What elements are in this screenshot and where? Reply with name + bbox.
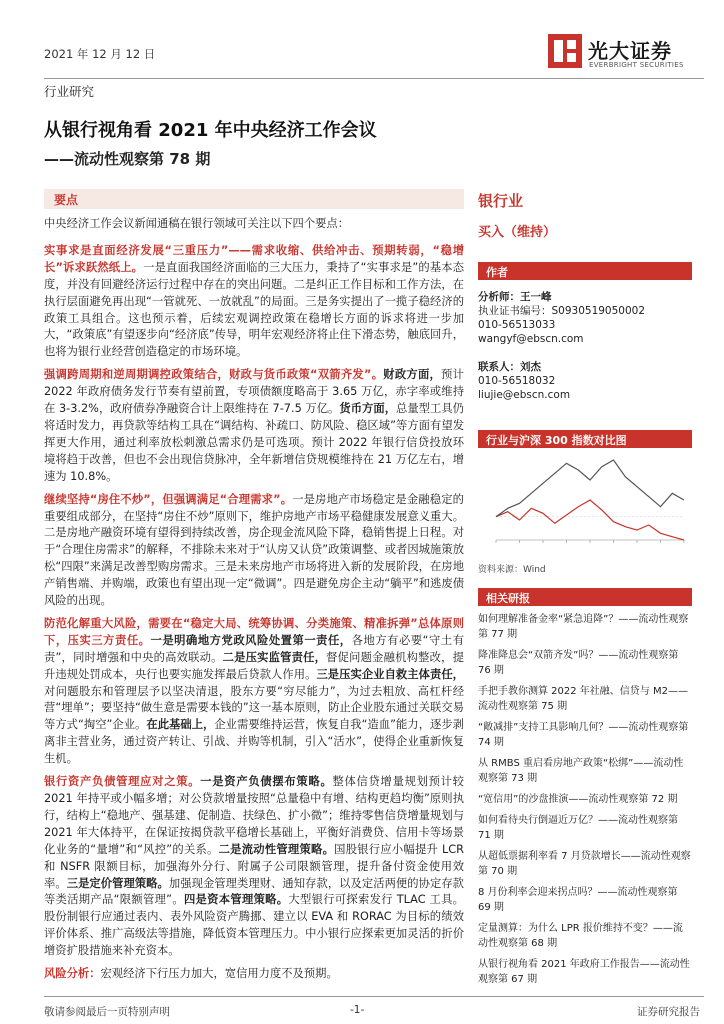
paragraph [44,966,464,983]
analyst-cert: 执业证书编号：S0930519050002 [478,305,646,317]
paragraph-emph: 三是定价管理策略。 [66,876,169,890]
paragraph-body: 企业需要维持运营，恢复自我“造血”能力，逐步剥离非主营业务，通过资产转让、引战、并购等机制，引入“活水”，使得企业重新恢复生机。 [44,718,464,766]
paragraph-body: 大型银行可探索发行 TLAC 工具。股份制银行应通过表内、表外风险资产腾挪、建立以 EVA 和 RORAC 为目标的绩效评价体系、推广高级法等措施，降低资本管理压力。中小银行应探索更加灵活的折价增资扩股措施来补充资本。 [44,893,464,958]
header-date: 2021 年 12 月 12 日 [44,47,156,61]
paragraph-body: 督促问题金融机构整改，提升违规处罚成本，央行也要实施发挥最后贷款人作用。 [44,650,464,681]
paragraph-body: 整体信贷增量规划预计较 2021 年持平或小幅多增；对公贷款增量按照“总量稳中有增、结构更趋均衡”原则执行，结构上“稳地产、强基建、促制造、扶绿色、扩小微”；维持零售信贷增量规划与 2021 年大体持平，在保证按揭贷款平稳增长基础上，平衡好消费贷、信用卡等场景化业务的“量增”和“风控”的关系。 [44,775,464,856]
header-divider [44,78,704,79]
footer-disclaimer[interactable]: 敬请参阅最后一页特别声明 [44,1006,170,1018]
related-report-link[interactable]: 从超低票据利率看 7 月贷款增长——流动性观察第 70 期 [478,851,691,877]
index-comparison-chart [478,452,692,562]
related-reports-list [478,612,692,993]
brand-name: 光大证券 [588,39,672,63]
paragraph [44,616,464,768]
paragraph-body: 一是直面我国经济面临的三大压力，秉持了“实事求是”的基本态度，并没有回避经济运行过程中存在的突出问题。二是纠正工作目标和工作方法，在执行层面避免再出现“一管就死、一放就乱”的局面。三是务实提出了一揽子稳经济的政策工具组合。这也预示着，后续宏观调控政策在稳增长方面的诉求将进一步加大，“政策底”有望逐步向“经济底”传导，明年宏观经济将止住下滑态势，触底回升，也将为银行业经营创造稳定的市场环境。 [44,260,464,359]
analyst-name: 分析师：王一峰 [478,291,552,303]
paragraph [44,774,464,960]
contact-name: 联系人：刘杰 [478,361,541,373]
related-report-link[interactable]: 如何看待央行倒逼近万亿？——流动性观察第 71 期 [478,815,678,841]
chart-header: 行业与沪深 300 指数对比图 [478,430,692,448]
paragraph-lead: 强调跨周期和逆周期调控政策结合，财政与货币政策“双箭齐发”。 [44,368,384,382]
related-report-link[interactable]: 8 月份利率会迎来拐点吗？——流动性观察第 69 期 [478,887,678,913]
section-header-keypoints [44,189,464,209]
paragraph-lead: 继续坚持“房住不炒”，但强调满足“合理需求”。 [44,492,293,506]
author-info [478,290,645,402]
paragraph-lead: 风险分析： [44,967,101,981]
related-report-link[interactable]: “宽信用”的沙盘推演——流动性观察第 72 期 [478,794,678,805]
report-category: 行业研究 [44,84,95,99]
paragraph-emph: 货币方面， [339,402,397,416]
chart-series-line-0 [496,500,684,540]
intro-text: 中央经济工作会议新闻通稿在银行领域可关注以下四个要点： [44,217,350,230]
paragraph-emph: 三是压实企业自救主体责任， [316,667,464,681]
paragraph-body: 加强现金管理类理财、通知存款，以及定活两便的协定存款等类活期产品“限额管理”。 [44,876,464,907]
paragraph [44,492,464,610]
report-subtitle: ——流动性观察第 78 期 [44,150,211,168]
paragraph-body: 一是房地产市场稳定是金融稳定的重要组成部分，在坚持“房住不炒”原则下，维护房地产市场平稳健康发展意义重大。二是房地产融资环境有望得到持续改善，房企现金流风险下降，稳销售提上日程。对于“合理住房需求”的解释，不排除未来对于“认房又认贷”政策调整、或者因城施策放松“四限”来满足改善型购房需求。三是未来房地产市场将进入新的发展阶段，在房地产销售端、并购端，政策也有望出现一定“微调”。四是避免房企主动“躺平”和逃废债风险的出现。 [44,492,464,608]
paragraph-lead: 银行资产负债管理应对之策。 [44,775,201,789]
analyst-phone: 010-56513033 [478,319,556,331]
related-report-link[interactable]: 从 RMBS 重启看房地产政策“松绑”——流动性观察第 73 期 [478,758,684,784]
paragraph-emph: 一是资产负债摆布策略。 [200,775,333,789]
related-report-link[interactable]: 降准降息会“双箭齐发”吗？——流动性观察第 76 期 [478,650,679,676]
paragraph-body: 对问题股东和管理层予以坚决清退，股东方要“穷尽能力”，为过去粗放、高杠杆经营“埋单”；要坚持“做生意是需要本钱的”这一基本原则，防止企业股东通过关联交易等方式“掏空”企业。 [44,684,464,732]
paragraph-body: 国股银行应小幅提升 LCR 和 NSFR 限额目标，加强海外分行、附属子公司限额管理，提升备付资金使用效率。 [44,842,464,890]
contact-phone: 010-56518032 [478,375,556,387]
paragraph-emph: 二是流动性管理策略。 [218,842,335,856]
rating: 买入（维持） [478,225,557,240]
sidebar [478,190,692,985]
report-title: 从银行视角看 2021 年中央经济工作会议 [44,120,377,141]
author-header: 作者 [478,262,692,280]
analyst-email[interactable]: wangyf@ebscn.com [478,333,584,345]
chart-source: 资料来源：Wind [478,565,546,575]
paragraph-body: 总量型工具仍将适时发力，再贷款等结构工具在“调结构、补疏口、防风险、稳区域”等方面有望发挥更大作用，通过利率放松刺激总需求仍是可选项。预计 2022 年银行信贷投放环境将趋于改善，但也不会出现信贷脉冲，全年新增信贷规模维持在 21 万亿左右，增速为 10.8%。 [44,402,464,483]
paragraph-emph: 四是资本管理策略。 [183,893,289,907]
related-report-link[interactable]: 手把手教你测算 2022 年社融、信贷与 M2——流动性观察第 75 期 [478,686,688,712]
section-label: 要点 [54,193,79,207]
paragraph-emph: 二是压实监管责任， [222,650,327,664]
related-header: 相关研报 [478,588,692,606]
paragraph-body: 预计 2022 年政府债务发行节奏有望前置，专项债额度略高于 3.65 万亿，赤字率或维持在 3-3.2%，政府债券净融资合计上限维持在 7-7.5 万亿。 [44,368,464,416]
page-number: -1- [350,1004,365,1016]
paragraph [44,243,464,361]
paragraph-lead: 防范化解重大风险，需要在“稳定大局、统筹协调、分类施策、精准拆弹”总体原则下，压实三方责任。 [44,616,464,647]
chart-series-line-1 [496,460,684,517]
contact-email[interactable]: liujie@ebscn.com [478,389,571,401]
paragraph-emph: 财政方面， [383,368,442,382]
main-body [44,216,464,989]
related-report-link[interactable]: 定量测算：为什么 LPR 报价维持不变？——流动性观察第 68 期 [478,923,683,949]
industry-name: 银行业 [478,192,524,210]
footer-report-type: 证券研究报告 [637,1006,700,1018]
brand-logo-icon [548,34,582,68]
brand-name-en: EVERBRIGHT SECURITIES [589,61,684,69]
related-report-link[interactable]: 从银行视角看 2021 年政府工作报告——流动性观察第 67 期 [478,959,690,985]
paragraph-emph: 一是明确地方党政风险处置第一责任， [150,633,352,647]
related-report-link[interactable]: 如何理解准备金率“紧急追降”？——流动性观察第 77 期 [478,614,689,640]
paragraph-body: 各地方有必要“守土有责”，同时增强和中央的高效联动。 [44,633,464,664]
brand-logo [548,34,708,74]
footer-divider [44,996,704,997]
paragraph [44,367,464,485]
related-report-link[interactable]: “敞减排”支持工具影响几何？——流动性观察第 74 期 [478,722,689,748]
paragraph-lead: 实事求是直面经济发展“三重压力”——需求收缩、供给冲击、预期转弱，“稳增长”诉求跃然纸上。 [44,243,464,274]
paragraph-emph: 在此基础上， [146,718,215,732]
paragraph-body: 宏观经济下行压力加大，宽信用力度不及预期。 [100,967,338,981]
